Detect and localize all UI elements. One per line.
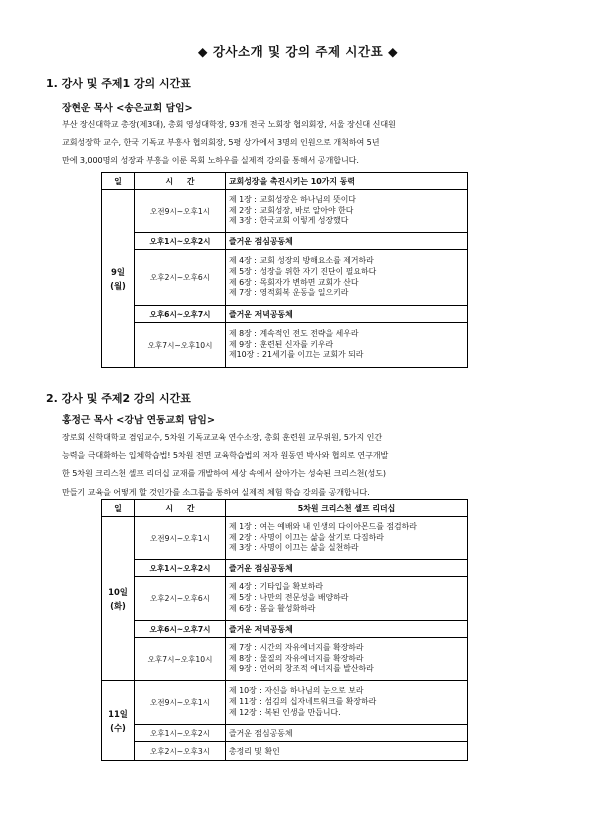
table-row [102,306,468,323]
section-2-speaker: 홍정근 목사 <강남 연동교회 담임> [62,415,216,426]
header-time: 시 간 [135,173,226,190]
topic-cell: 제 1장 : 교회성장은 하나님의 뜻이다 제 2장 : 교회성장, 바로 알아야 한다 제 3장 : 한국교회 이렇게 성장했다 [226,190,468,233]
topic-cell: 제 10장 : 자신을 하나님의 눈으로 보라 제 11장 : 섬김의 십자네트워크를 확장하라 제 12장 : 복된 인생을 만듭니다. [226,681,468,725]
section-2-bio [62,428,542,501]
table-row [102,577,468,621]
topic-cell: 즐거운 점심공동체 [226,725,468,742]
time-cell: 오후2시~오후6시 [135,577,226,621]
schedule-table-2 [101,499,468,761]
topic-cell: 즐거운 저녁공동체 [226,306,468,323]
time-cell: 오후6시~오후7시 [135,306,226,323]
bio-line: 능력을 극대화하는 입체학습법! 5차원 전면 교육학습법의 저자 원동연 박사와 협의로 연구개발 [62,450,389,461]
header-time: 시 간 [135,500,226,517]
header-topic: 5차원 크리스천 셀프 리더십 [226,500,468,517]
time-cell: 오후2시~오후6시 [135,250,226,306]
section-1-bio [62,115,542,170]
table-row [102,725,468,742]
section-1-speaker: 장현운 목사 <송은교회 담임> [62,103,193,114]
table-header-row [102,500,468,517]
time-cell: 오후7시~오후10시 [135,323,226,368]
header-day: 일 [102,173,135,190]
header-day: 일 [102,500,135,517]
day-cell: 10일 (화) [102,517,135,681]
table-row [102,323,468,368]
table-row [102,681,468,725]
topic-cell: 총정리 및 확인 [226,742,468,761]
schedule-table-1 [101,172,468,368]
table-header-row [102,173,468,190]
table-row [102,621,468,638]
topic-cell: 즐거운 점심공동체 [226,233,468,250]
bio-line: 한 5차원 크리스천 셀프 리더십 교재를 개발하여 세상 속에서 살아가는 성숙된 크리스천(성도) [62,468,386,479]
section-2-heading: 2. 강사 및 주제2 강의 시간표 [46,392,191,405]
topic-cell: 제 1장 : 여는 예배와 내 인생의 다이아몬드를 점검하라 제 2장 : 사명이 이끄는 삶을 살기로 다짐하라 제 3장 : 사명이 이끄는 삶을 실천하라 [226,517,468,560]
table-row [102,250,468,306]
time-cell: 오후7시~오후10시 [135,638,226,681]
time-cell: 오전9시~오후1시 [135,681,226,725]
time-cell: 오후1시~오후2시 [135,233,226,250]
time-cell: 오후1시~오후2시 [135,725,226,742]
table-row [102,560,468,577]
table-row [102,233,468,250]
bio-line: 만들기 교육을 어떻게 할 것인가를 소그룹을 통하여 실제적 체험 학습 강의를 공개합니다. [62,486,370,497]
header-topic: 교회성장을 촉진시키는 10가지 동력 [226,173,468,190]
table-row [102,638,468,681]
topic-cell: 제 4장 : 기타입을 확보하라 제 5장 : 나만의 전문성을 배양하라 제 6장 : 몸을 활성화하라 [226,577,468,621]
time-cell: 오전9시~오후1시 [135,517,226,560]
time-cell: 오전9시~오후1시 [135,190,226,233]
day-cell: 9일 (월) [102,190,135,368]
topic-cell: 제 7장 : 시간의 자유에너지를 확장하라 제 8장 : 물질의 자유에너지를 확장하라 제 9장 : 언어의 창조적 에너지를 발산하라 [226,638,468,681]
time-cell: 오후1시~오후2시 [135,560,226,577]
topic-cell: 즐거운 저녁공동체 [226,621,468,638]
bio-line: 부산 장신대학교 총장(제3대), 총회 영성대학장, 93개 전국 노회장 협의회장, 서울 장신대 신대원 [62,119,396,129]
topic-cell: 제 4장 : 교회 성장의 방해요소를 제거하라 제 5장 : 성장을 위한 자기 진단이 필요하다 제 6장 : 목회자가 변하면 교회가 산다 제 7장 : 영적회복 운동을 일으키라 [226,250,468,306]
table-row [102,517,468,560]
table-row [102,742,468,761]
topic-cell: 제 8장 : 계속적인 전도 전략을 세우라 제 9장 : 훈련된 신자를 키우라 제10장 : 21세기를 이끄는 교회가 되라 [226,323,468,368]
time-cell: 오후6시~오후7시 [135,621,226,638]
table-row [102,190,468,233]
page-title: ◆ 강사소개 및 강의 주제 시간표 ◆ [197,44,399,59]
day-cell: 11일 (수) [102,681,135,761]
bio-line: 교회성장학 교수, 한국 기독교 부흥사 협의회장, 5평 상가에서 3명의 인원으로 개척하여 5년 [62,137,380,148]
topic-cell: 즐거운 점심공동체 [226,560,468,577]
bio-line: 만에 3,000명의 성장과 부흥을 이룬 목회 노하우를 실제적 강의를 통해서 공개합니다. [62,155,359,166]
bio-line: 장로회 신학대학교 겸임교수, 5차원 기독교교육 연수소장, 총회 훈련원 교무위원, 5가지 인간 [62,432,383,442]
time-cell: 오후2시~오후3시 [135,742,226,761]
section-1-heading: 1. 강사 및 주제1 강의 시간표 [46,77,191,90]
